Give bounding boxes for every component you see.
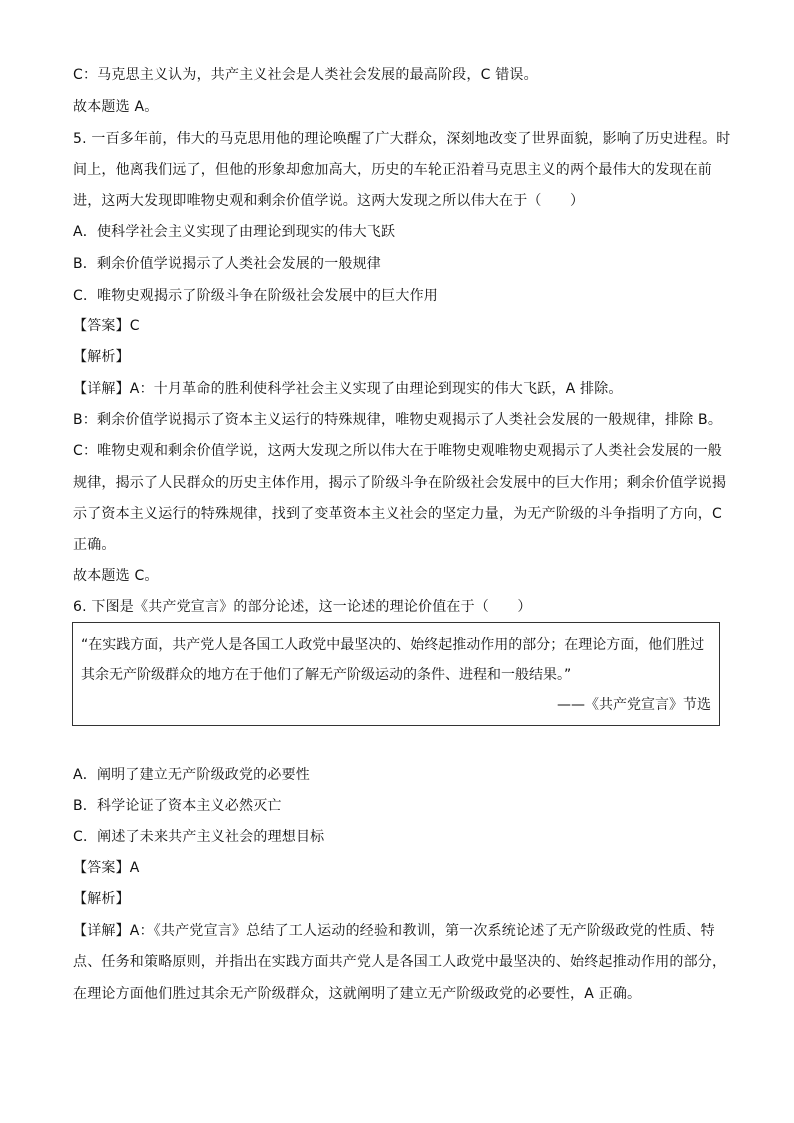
question-5-stem: 进，这两大发现即唯物史观和剩余价值学说。这两大发现之所以伟大在于（ ）	[73, 193, 585, 209]
analysis-label: 【解析】	[73, 349, 130, 365]
explanation-line: 【详解】A：十月革命的胜利使科学社会主义实现了由理论到现实的伟大飞跃，A 排除。	[73, 381, 623, 397]
text-line: 故本题选 C。	[73, 568, 159, 584]
explanation-line: 正确。	[73, 537, 116, 553]
explanation-line: 示了资本主义运行的特殊规律，找到了变革资本主义社会的坚定力量，为无产阶级的斗争指明了方向，C	[73, 506, 722, 522]
text-line: 故本题选 A。	[73, 99, 159, 115]
answer-label: 【答案】C	[73, 318, 140, 334]
quote-source: ——《共产党宣言》节选	[557, 697, 711, 713]
explanation-line: 点、任务和策略原则，并指出在实践方面共产党人是各国工人政党中最坚决的、始终起推动作用的部分，	[73, 954, 727, 970]
explanation-line: B：剩余价值学说揭示了资本主义运行的特殊规律，唯物史观揭示了人类社会发展的一般规律，排除 B。	[73, 412, 723, 428]
option-c: C．阐述了未来共产主义社会的理想目标	[73, 829, 325, 845]
explanation-line: 在理论方面他们胜过其余无产阶级群众，这就阐明了建立无产阶级政党的必要性，A 正确。	[73, 986, 642, 1002]
answer-label: 【答案】A	[73, 860, 140, 876]
quote-text: 其余无产阶级群众的地方在于他们了解无产阶级运动的条件、进程和一般结果。”	[81, 667, 572, 683]
explanation-line: 【详解】A：《共产党宣言》总结了工人运动的经验和教训，第一次系统论述了无产阶级政党的性质、特	[73, 923, 715, 939]
quote-box	[72, 622, 720, 726]
text-line: C：马克思主义认为，共产主义社会是人类社会发展的最高阶段，C 错误。	[73, 67, 538, 83]
option-a: A．使科学社会主义实现了由理论到现实的伟大飞跃	[73, 224, 396, 240]
question-5-stem: 间上，他离我们远了，但他的形象却愈加高大，历史的车轮正沿着马克思主义的两个最伟大的发现在前	[73, 162, 712, 178]
explanation-line: 规律，揭示了人民群众的历史主体作用，揭示了阶级斗争在阶级社会发展中的巨大作用；剩余价值学说揭	[73, 475, 727, 491]
option-b: B．科学论证了资本主义必然灭亡	[73, 798, 282, 814]
quote-text: “在实践方面，共产党人是各国工人政党中最坚决的、始终起推动作用的部分；在理论方面，他们胜过	[81, 637, 705, 653]
question-6-stem: 6. 下图是《共产党宣言》的部分论述，这一论述的理论价值在于（ ）	[73, 599, 532, 615]
option-a: A．阐明了建立无产阶级政党的必要性	[73, 767, 310, 783]
analysis-label: 【解析】	[73, 891, 130, 907]
option-b: B．剩余价值学说揭示了人类社会发展的一般规律	[73, 256, 382, 272]
option-c: C．唯物史观揭示了阶级斗争在阶级社会发展中的巨大作用	[73, 288, 438, 304]
explanation-line: C：唯物史观和剩余价值学说，这两大发现之所以伟大在于唯物史观唯物史观揭示了人类社会发展的一般	[73, 443, 722, 459]
question-5-stem: 5. 一百多年前，伟大的马克思用他的理论唤醒了广大群众，深刻地改变了世界面貌，影响了历史进程。时	[73, 131, 731, 147]
